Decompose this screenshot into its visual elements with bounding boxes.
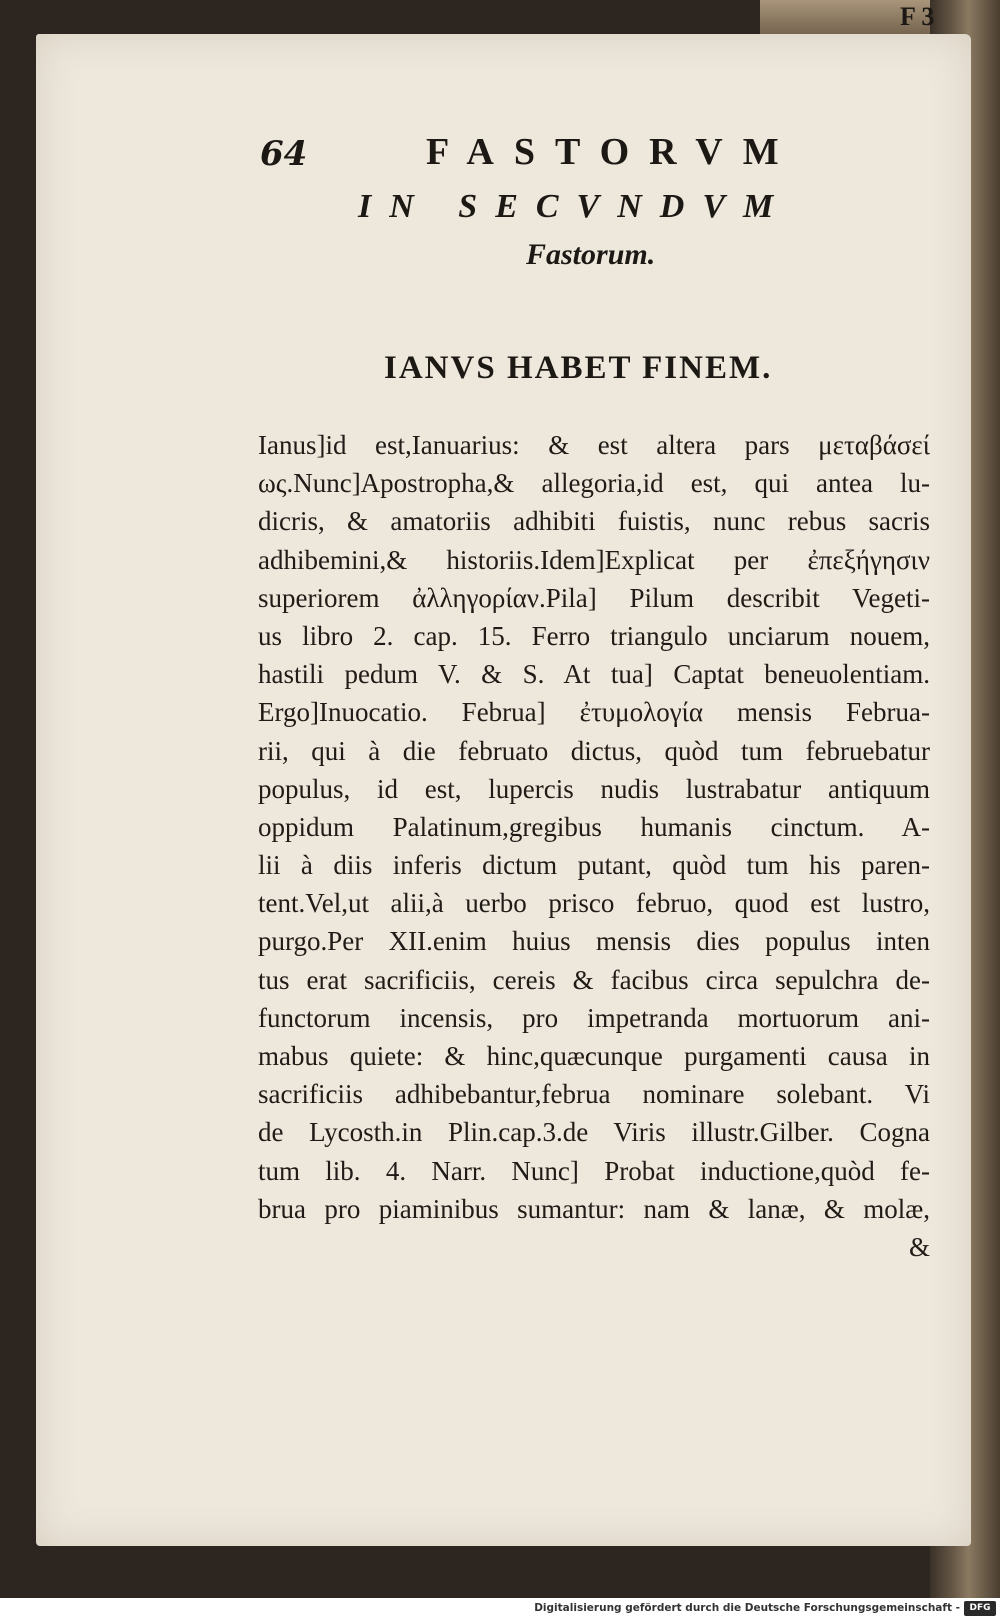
page-number: 64 — [260, 134, 308, 174]
text-line: mabus quiete: & hinc,quæcunque purgamenti causa in — [258, 1041, 930, 1071]
text-line: superiorem ἀλληγορίαν.Pila] Pilum describit Vegeti- — [258, 582, 930, 613]
dfg-logo[interactable]: DFG — [964, 1601, 996, 1616]
section-title: IANVS HABET FINEM. — [384, 350, 773, 386]
text-line: ως.Nunc]Apostropha,& allegoria,id est, qui antea lu- — [258, 468, 930, 499]
page-content — [36, 34, 971, 1546]
text-line: adhibemini,& historiis.Idem]Explicat per ἐπεξήγησιν — [258, 544, 930, 575]
text-line: hastili pedum V. & S. At tua] Captat beneuolentiam. — [258, 659, 930, 690]
text-line: lii à diis inferis dictum putant, quòd tum his paren- — [258, 850, 930, 881]
text-line: brua pro piaminibus sumantur: nam & lanæ, & molæ, — [258, 1193, 930, 1224]
text-line: us libro 2. cap. 15. Ferro triangulo unciarum nouem, — [258, 620, 930, 651]
text-line: tum lib. 4. Narr. Nunc] Probat inductione,quòd fe- — [258, 1155, 930, 1186]
text-line: dicris, & amatoriis adhibiti fuistis, nunc rebus sacris — [258, 506, 930, 537]
text-line: purgo.Per XII.enim huius mensis dies populus inten — [258, 926, 930, 957]
catchword: & — [908, 1231, 930, 1262]
text-line: Ianus]id est,Ianuarius: & est altera pars μεταβάσεί — [258, 430, 930, 460]
sub-heading: IN SECVNDVM — [358, 188, 792, 225]
text-line: rii, qui à die februato dictus, quòd tum februebatur — [258, 735, 930, 766]
text-line: de Lycosth.in Plin.cap.3.de Viris illustr.Gilber. Cogna — [258, 1117, 930, 1148]
text-line: Ergo]Inuocatio. Februa] ἐτυμολογία mensis Februa- — [258, 697, 930, 728]
corner-mark: F 3 — [900, 2, 935, 31]
text-line: oppidum Palatinum,gregibus humanis cinctum. A- — [258, 811, 930, 842]
text-line: tent.Vel,ut alii,à uerbo prisco februo, quod est lustro, — [258, 888, 930, 919]
text-line: sacrificiis adhibebantur,februa nominare solebant. Vi — [258, 1079, 930, 1110]
text-line: populus, id est, lupercis nudis lustrabatur antiquum — [258, 773, 930, 804]
book-page — [36, 34, 971, 1546]
text-line: functorum incensis, pro impetranda mortuorum ani- — [258, 1002, 930, 1033]
footer-credit: Digitalisierung gefördert durch die Deutsche Forschungsgemeinschaft - — [534, 1602, 960, 1614]
body-text — [258, 426, 930, 1266]
text-line: tus erat sacrificiis, cereis & facibus circa sepulchra de- — [258, 964, 930, 995]
sub-heading-2: Fastorum. — [526, 238, 656, 271]
running-title: FASTORVM — [426, 131, 799, 173]
footer — [0, 1598, 1000, 1620]
